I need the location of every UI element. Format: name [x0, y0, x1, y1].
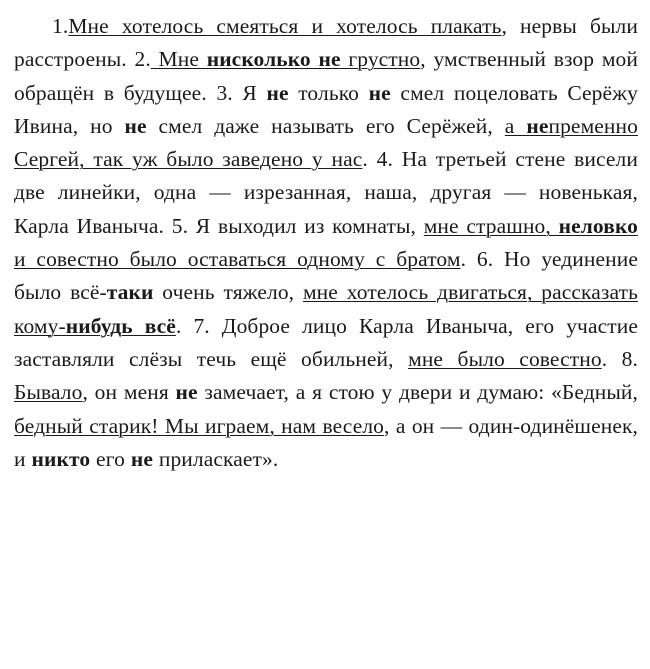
sentence-number: 5. — [171, 213, 189, 238]
text-segment: . — [601, 346, 622, 371]
sentence-number: 1. — [52, 14, 69, 38]
text-segment: не — [266, 80, 289, 105]
exercise-body — [14, 10, 638, 476]
text-segment: Но уединение было всё- — [14, 247, 638, 305]
text-segment: смел поцеловать Серёжу Ивина, но — [14, 80, 638, 138]
text-segment: Мне хотелось смеяться и хотелось плакать — [68, 14, 502, 38]
text-segment: мне было совестно — [408, 346, 602, 371]
text-segment: Я выходил из комнаты, — [188, 213, 424, 238]
text-segment: мне страшно, — [423, 213, 559, 238]
text-segment: таки — [106, 280, 154, 305]
text-segment: Мне — [150, 47, 207, 72]
text-segment: только — [288, 80, 369, 105]
text-segment: и совестно было оставаться одному с братом — [14, 247, 461, 272]
text-segment: не — [124, 113, 147, 138]
text-segment: нибудь всё — [65, 313, 176, 338]
text-segment: , а он — один-одинёшенек, и — [14, 413, 638, 471]
text-segment: не — [526, 113, 549, 138]
text-segment: мне хотелось двигаться, рассказать кому- — [14, 280, 638, 338]
text-segment: , он меня — [82, 380, 176, 405]
text-segment: не — [130, 446, 153, 471]
sentence-number: 2. — [134, 47, 151, 72]
text-segment: . — [175, 313, 194, 338]
sentence-number: 6. — [476, 247, 494, 272]
sentence-number: 3. — [216, 80, 233, 105]
text-segment: . — [460, 247, 477, 272]
text-segment: не — [368, 80, 391, 105]
text-segment: очень тяжело, — [153, 280, 303, 305]
text-segment: , так уж было заведено у нас — [79, 147, 363, 172]
text-segment: его — [90, 446, 131, 471]
text-segment: Я — [232, 80, 267, 105]
text-segment: а — [504, 113, 527, 138]
text-segment: пременно Сергей — [14, 113, 638, 172]
text-segment: Бывало — [14, 380, 83, 405]
text-segment: бедный старик! Мы играем, нам весело — [14, 413, 385, 438]
text-segment: не — [175, 380, 198, 405]
text-segment: Доброе лицо Карла Иваныча, его участие заставляли слёзы течь ещё обильней, — [14, 313, 638, 371]
text-segment: замечает, а я стою у двери и думаю: «Бедный, — [197, 380, 639, 405]
text-segment: неловко — [558, 213, 638, 238]
text-segment: нисколько не — [206, 47, 341, 72]
text-segment: . — [362, 147, 377, 172]
text-segment: никто — [31, 446, 91, 471]
text-segment: , умственный взор мой обращён в будущее. — [14, 47, 638, 105]
sentence-number: 4. — [376, 147, 393, 172]
text-segment: смел даже называть его Серёжей, — [146, 113, 505, 138]
text-segment: , нервы были расстроены. — [14, 14, 638, 72]
sentence-number: 8. — [621, 346, 638, 371]
text-segment: приласкает». — [152, 446, 279, 471]
text-segment: На третьей стене висели две линейки, одна — изрезанная, наша, другая — новенькая, Карла Иваныча. — [14, 147, 638, 238]
text-segment: грустно — [340, 47, 421, 72]
sentence-number: 7. — [193, 313, 210, 338]
